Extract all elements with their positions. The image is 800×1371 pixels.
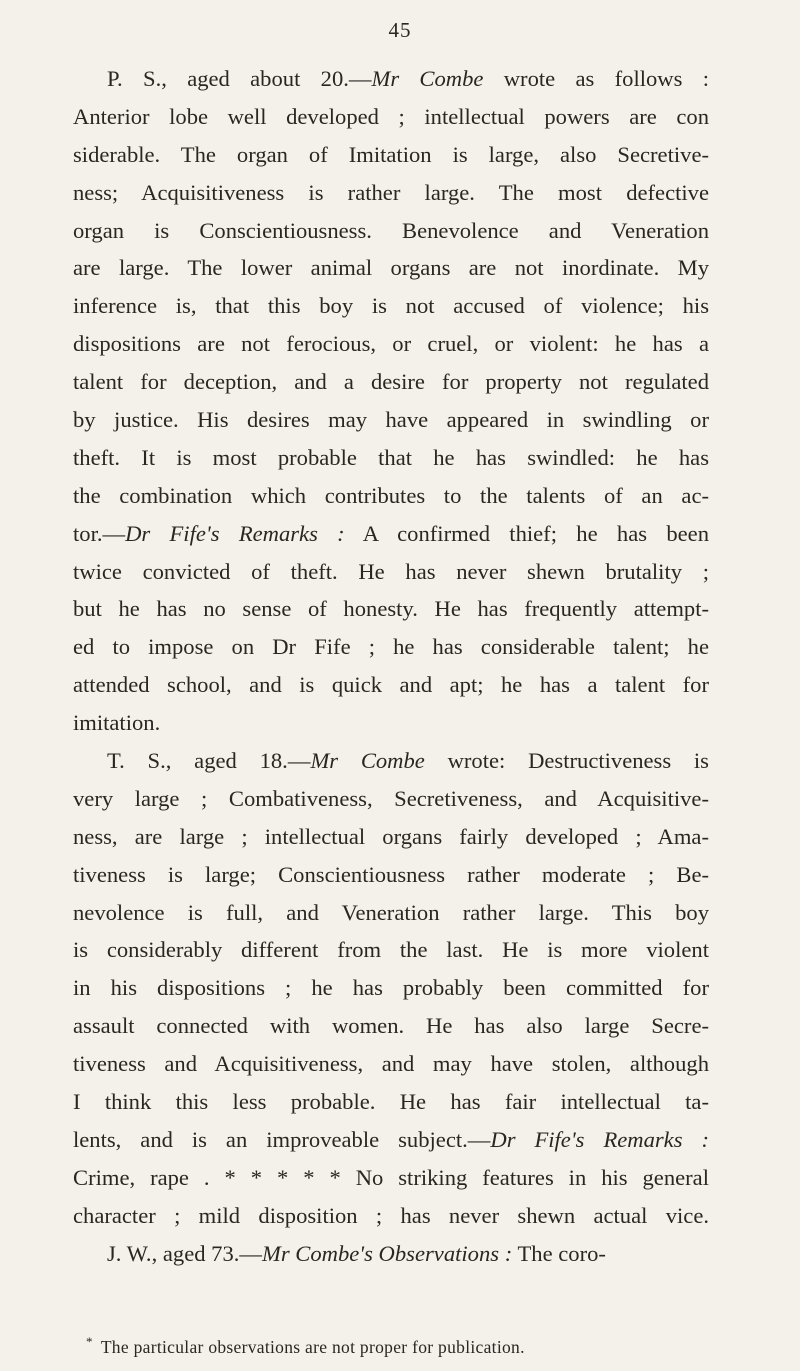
text-line — [73, 477, 709, 515]
italic-text: Mr Combe's Observations : — [262, 1240, 513, 1266]
text-segment: theft. It is most probable that he has swindled: he has — [73, 444, 709, 470]
text-segment: by justice. His desires may have appeared in swindling or — [73, 407, 709, 433]
text-segment: Anterior lobe well developed ; intellectual powers are con — [73, 103, 709, 129]
text-segment: organ is Conscientiousness. Benevolence and Veneration — [73, 217, 709, 243]
text-line — [73, 1045, 709, 1083]
text-line — [73, 174, 709, 212]
text-segment: attended school, and is quick and apt; he has a talent for — [73, 672, 709, 698]
text-segment: P. S., aged about 20.— — [107, 66, 372, 91]
text-line — [73, 1235, 709, 1273]
text-line — [73, 856, 709, 894]
text-line — [73, 818, 709, 856]
text-segment: ed to impose on Dr Fife ; he has considerable talent; he — [73, 634, 709, 660]
text-line — [73, 325, 709, 363]
text-line — [73, 931, 709, 969]
text-segment: wrote: Destructiveness is — [424, 748, 709, 774]
text-line — [73, 98, 709, 136]
text-segment: The coro- — [512, 1240, 606, 1266]
text-line — [73, 704, 709, 742]
text-segment: ness, are large ; intellectual organs fairly developed ; Ama- — [73, 823, 709, 849]
footnote — [86, 1334, 706, 1358]
text-segment: assault connected with women. He has also large Secre- — [73, 1013, 709, 1039]
text-segment: in his dispositions ; he has probably been committed for — [73, 975, 709, 1001]
text-line — [73, 401, 709, 439]
text-segment: but he has no sense of honesty. He has frequently attempt- — [73, 596, 709, 622]
text-segment: talent for deception, and a desire for property not regulated — [73, 369, 709, 395]
text-segment: tor.— — [73, 520, 126, 546]
text-line — [73, 1197, 709, 1235]
text-line — [73, 515, 709, 553]
text-segment: A confirmed thief; he has been — [344, 520, 709, 546]
italic-text: Mr Combe — [371, 66, 484, 91]
footnote-text: The particular observations are not proper for publication. — [100, 1336, 525, 1357]
text-line — [73, 1083, 709, 1121]
text-line — [73, 628, 709, 666]
text-segment: wrote as follows : — [483, 66, 709, 91]
text-line — [73, 287, 709, 325]
text-segment: character ; mild disposition ; has never shewn actual vice. — [73, 1202, 709, 1228]
text-segment: is considerably different from the last. He is more violent — [73, 937, 709, 963]
text-segment: tiveness and Acquisitiveness, and may have stolen, although — [73, 1051, 709, 1077]
text-line — [73, 136, 709, 174]
text-line — [73, 363, 709, 401]
text-line — [73, 742, 709, 780]
text-line — [73, 439, 709, 477]
text-segment: nevolence is full, and Veneration rather large. This boy — [73, 899, 709, 925]
text-line — [73, 249, 709, 287]
page-number: 45 — [388, 18, 412, 42]
text-segment: imitation. — [73, 710, 161, 736]
italic-text: Mr Combe — [310, 748, 425, 774]
text-segment: inference is, that this boy is not accused of violence; his — [73, 293, 709, 319]
text-segment: J. W., aged 73.— — [107, 1240, 263, 1266]
text-line — [73, 553, 709, 591]
text-line — [73, 212, 709, 250]
text-line — [73, 590, 709, 628]
text-segment: Crime, rape . * * * * * No striking features in his general — [73, 1164, 709, 1190]
text-segment: the combination which contributes to the talents of an ac- — [73, 482, 709, 508]
text-line — [73, 1121, 709, 1159]
text-segment: lents, and is an improveable subject.— — [73, 1126, 491, 1152]
text-line — [73, 666, 709, 704]
text-segment: very large ; Combativeness, Secretiveness, and Acquisitive- — [73, 785, 709, 811]
text-segment: I think this less probable. He has fair intellectual ta- — [73, 1089, 709, 1115]
text-segment: siderable. The organ of Imitation is large, also Secretive- — [73, 141, 709, 167]
body-text — [73, 60, 709, 1273]
footnote-mark: * — [86, 1334, 93, 1349]
text-line — [73, 1159, 709, 1197]
text-segment: T. S., aged 18.— — [107, 748, 311, 774]
text-line — [73, 60, 709, 98]
text-line — [73, 780, 709, 818]
italic-text: Dr Fife's Remarks : — [125, 520, 345, 546]
text-segment: dispositions are not ferocious, or cruel, or violent: he has a — [73, 331, 709, 357]
text-line — [73, 894, 709, 932]
text-segment: are large. The lower animal organs are not inordinate. My — [73, 255, 709, 281]
text-line — [73, 1007, 709, 1045]
text-line — [73, 969, 709, 1007]
text-segment: twice convicted of theft. He has never shewn brutality ; — [73, 558, 709, 584]
text-segment: tiveness is large; Conscientiousness rather moderate ; Be- — [73, 861, 709, 887]
text-segment: ness; Acquisitiveness is rather large. The most defective — [73, 179, 709, 205]
italic-text: Dr Fife's Remarks : — [490, 1126, 709, 1152]
